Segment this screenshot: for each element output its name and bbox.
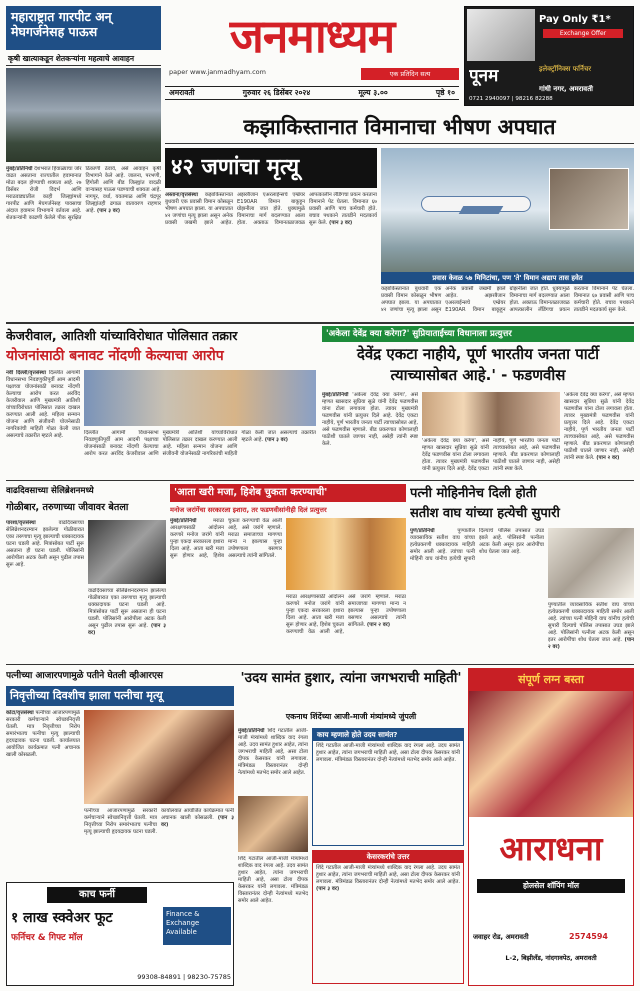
ad-offer: Pay Only ₹1*	[539, 14, 611, 25]
samant-dateline: मुंबई/प्रतिनिधी	[238, 728, 265, 734]
jarange-body	[170, 518, 282, 658]
samant-box-title: काय म्हणाले होते उदय सामंत?	[313, 729, 463, 741]
ad-brand: पूनम	[469, 66, 499, 86]
samant-story	[238, 668, 464, 986]
wagh-kicker: पत्नी मोहिनीनेच दिली होती	[410, 486, 537, 501]
wagh-body	[410, 528, 544, 658]
wife-kicker: पत्नीच्या आजारपणामुळे पतीने घेतली व्हीआरएस	[6, 671, 164, 681]
celebrity-body-right-text: वाढदिवसाच्या सेलिब्रेशनदरम्यान झालेल्या गोळीबारात एका तरुणाचा मृत्यू झाल्याची धक्कादायक घटना घडली आहे. मित्रांसोबत पार्टी सुरू असताना ही घटना घडली. पोलिसांनी आरोपीला अटक केली असून पुढील तपास सुरू आहे.	[88, 588, 166, 629]
jarange-dateline: मुंबई/प्रतिनिधी	[170, 518, 197, 524]
aradhana-photo	[469, 691, 633, 817]
epaper-url[interactable]: paper www.janmadhyam.com	[169, 68, 266, 76]
jarange-body-text: मराठा आरक्षणासाठी आंदोलन करणारे मनोज जरांगे यांनी पुन्हा एकदा सरकारला इशारा दिला आहे. आता खरी मजा सुरू होणार आहे, हिशेब चुकता करण्याची वेळ आली आहे, असे जरांगे म्हणाले. मराठा समाजाच्या मागण्या मान्य न झाल्यास पुन्हा उपोषणाला बसणार असल्याचे त्यांनी सांगितले.	[170, 518, 282, 559]
jarange-subkicker: मनोज जरांगेंचा सरकारला इशारा, तर फडणवीसांनीही दिलं प्रत्युत्तर	[170, 506, 327, 514]
celebrity-body	[6, 520, 84, 658]
fadnavis-dateline: मुंबई/प्रतिनिधी	[322, 392, 349, 398]
divider-2	[6, 480, 634, 481]
wife-continued: (पान ३ वर)	[161, 815, 234, 828]
ad-phone: 0721 2940097 | 98216 82288	[469, 96, 553, 102]
celebrity-body-text: वाढदिवसाच्या सेलिब्रेशनदरम्यान झालेल्या गोळीबारात एका तरुणाचा मृत्यू झाल्याची धक्कादायक घटना घडली आहे. मित्रांसोबत पार्टी सुरू असताना ही घटना घडली. पोलिसांनी आरोपीला अटक केली असून पुढील तपास सुरू आहे.	[6, 520, 84, 568]
jarange-story	[170, 484, 406, 660]
samant-box2-body-text: शिंदे गटातील आजी-माजी मंत्र्यांमध्ये शाब्दिक वाद रंगला आहे. उदय सामंत हुशार आहेत, त्यांना जगभराची माहिती आहे, असा टोला दीपक केसरकर यांनी लगावला. मंत्रिमंडळ विस्तारानंतर दोन्ही नेत्यांमध्ये मतभेद समोर आले आहेत.	[316, 865, 460, 885]
masthead-title[interactable]: जनमाध्यम	[229, 9, 395, 63]
wagh-body-right-text: पुण्यातील व्यावसायिक सतीश वाघ यांच्या हत्येप्रकरणी धक्कादायक माहिती समोर आली आहे. त्यांच्या पत्नी मोहिनी वाघ यांनीच हत्येची सुपारी दिल्याचे पोलिस तपासात उघड झाले आहे. पोलिसांनी पत्नीला अटक केली असून इतर आरोपींचा शोध घेतला जात आहे.	[548, 602, 634, 643]
aradhana-top: संपूर्ण लग्न बस्ता	[469, 669, 633, 691]
kejriwal-continued: (पान ३ वर)	[264, 437, 289, 443]
plane-headline[interactable]: कझाकिस्तानात विमानाचा भीषण अपघात	[165, 110, 634, 144]
weather-photo	[6, 68, 161, 162]
samant-body-lower	[238, 856, 308, 984]
samant-body	[238, 728, 308, 794]
ad-address: गांधी नगर, अमरावती	[539, 85, 593, 93]
aradhana-branch: L-2, बिझीलँड, नांदगावपेठ, अमरावती	[505, 954, 597, 962]
aradhana-address: जवाहर रोड, अमरावती	[473, 933, 529, 941]
kejriwal-dateline: नवी दिल्ली/वृत्तसंस्था	[6, 370, 46, 376]
ad-kach-furniture[interactable]	[6, 882, 234, 986]
plane-dateline: अस्ताना/वृत्तसंस्था	[165, 192, 198, 198]
kach-brand: काच फर्नी	[47, 887, 147, 903]
samant-body-text: शिंदे गटातील आजी-माजी मंत्र्यांमध्ये शाब्दिक वाद रंगला आहे. उदय सामंत हुशार आहेत, त्यांना जगभराची माहिती आहे, असा टोला दीपक केसरकर यांनी लगावला. मंत्रिमंडळ विस्तारानंतर दोन्ही नेत्यांमध्ये मतभेद समोर आले आहेत.	[238, 728, 308, 776]
plane-photo	[381, 148, 634, 272]
celebrity-continued: (पान ३ वर)	[88, 623, 166, 636]
divider-1	[6, 322, 634, 324]
samant-box2-body	[313, 863, 463, 981]
weather-body-text: देशभरात हिवाळ्याचा जोर वाढत असताना राज्यातील हवामानात मोठा बदल होण्याची शक्यता आहे. २७ डिसेंबर रोजी विदर्भ आणि मराठवाड्यातील काही जिल्ह्यांमध्ये गारपीट आणि मेघगर्जनेसह पावसाचा अंदाज हवामान विभागाने वर्तवला आहे. शेतकऱ्यांनी काढणी केलेले पीक सुरक्षित ठिकाणी ठेवावे, असे आवाहन कृषी विभागाने केले आहे. जालना, परभणी, हिंगोली आणि बीड जिल्ह्यांत वादळी वाऱ्यासह पाऊस पडण्याची शक्यता आहे. नागपूर, वर्धा, यवतमाळ आणि चंद्रपूर जिल्ह्यांतही ढगाळ वातावरण राहणार आहे.	[6, 166, 161, 221]
issue-date: गुरुवार २६ डिसेंबर २०२४	[242, 88, 311, 97]
plane-story	[165, 110, 634, 318]
ad-offer-sub: Exchange Offer	[543, 29, 623, 38]
fadnavis-photo	[422, 392, 560, 436]
kejriwal-body-lower-text: दिल्लीत आगामी विधानसभा निवडणुकीपूर्वी आम आदमी पक्षाच्या योजनांसाठी बनावट नोंदणी केल्याचा आरोप करत अरविंद केजरीवाल आणि मुख्यमंत्री आतिशी यांच्याविरोधात पोलिसात तक्रार दाखल करण्यात आली आहे. महिला सन्मान योजना आणि संजीवनी योजनेसाठी नागरिकांची माहिती गोळा केली जात असल्याचे तक्रारीत म्हटले आहे.	[84, 430, 316, 457]
kejriwal-kicker: केजरीवाल, आतिशी यांच्याविरोधात पोलिसात तक्रार	[6, 328, 238, 343]
kach-size: १ लाख स्क्वेअर फूट	[11, 910, 113, 926]
celebrity-dateline: पारशा/वृत्तसंस्था	[6, 520, 36, 526]
fadnavis-continued: (पान २ वर)	[596, 455, 620, 461]
wagh-body-text: पुण्यातील व्यावसायिक सतीश वाघ यांच्या हत्येप्रकरणी धक्कादायक माहिती समोर आली आहे. त्यांच्या पत्नी मोहिनी वाघ यांनीच हत्येची सुपारी दिल्याचे पोलिस तपासात उघड झाले आहे. पोलिसांनी पत्नीला अटक केली असून इतर आरोपींचा शोध घेतला जात आहे.	[410, 528, 544, 562]
plane-body-right-text: कझाकिस्तानात बुधवारी एक प्रवासी विमान कोसळून भीषण अपघात झाला. या अपघातात ४२ जणांचा मृत्यू झाला असून अनेक प्रवासी जखमी झाले आहेत. अझरबैजान एअरलाईन्सचे एम्ब्रेयर E190AR विमान बाकूहून ग्रोझनीला जात होते. धुक्यामुळे विमानाचा मार्ग बदलण्यात आला होता. अक्ताऊ विमानतळाजवळ आपत्कालीन लँडिंगचा प्रयत्न करताना विमानाने पेट घेतला. विमानात ६७ प्रवासी आणि पाच कर्मचारी होते. बचाव पथकाने तातडीने मदतकार्य सुरू केले.	[381, 286, 634, 313]
jarange-kicker[interactable]: 'आता खरी मजा, हिशेब चुकता करण्याची'	[170, 484, 406, 502]
plane-caption: प्रवास केवळ ५७ मिनिटांचा, पण 'ते' विमान अद्याप तास हवेत	[381, 272, 634, 284]
samant-headline[interactable]: 'उदय सामंत हुशार, त्यांना जगभराची माहिती'	[240, 670, 462, 686]
kach-sub: फर्निचर & गिफ्ट मॉल	[11, 933, 83, 943]
wife-body-right-text: पत्नीच्या आजारपणामुळे सरकारी कर्मचाऱ्याने स्वेच्छानिवृत्ती घेतली. मात्र निवृत्तीच्या निरोप समारंभातच पत्नीचा मृत्यू झाल्याची हृदयद्रावक घटना घडली. कार्यालयात आयोजित कार्यक्रमात पत्नी अचानक खाली कोसळली.	[84, 808, 234, 835]
aradhana-sub: होलसेल शॉपिंग मॉल	[477, 879, 625, 893]
ad-appliance-photo	[467, 9, 535, 61]
edition-city: अमरावती	[169, 88, 195, 97]
samant-box-body	[313, 741, 463, 845]
jarange-continued: (पान २ वर)	[366, 622, 391, 628]
fadnavis-story	[322, 326, 634, 476]
dateline-bar	[165, 86, 459, 100]
weather-dateline: मुंबई/प्रतिनिधी	[6, 166, 33, 172]
kejriwal-story	[6, 326, 316, 476]
fadnavis-body-right-text: 'अकेला देवेंद्र क्या करेगा', असे म्हणत खासदार सुप्रिया सुळे यांनी देवेंद्र फडणवीस यांना टोला लगावला होता. त्यावर मुख्यमंत्री फडणवीस यांनी प्रत्युत्तर दिले आहे. देवेंद्र एकटा नाहीये, पूर्ण भारतीय जनता पार्टी त्याच्यासोबत आहे, असे फडणवीस म्हणाले. बीड प्रकरणात कोणालाही पाठीशी घातले जाणार नाही, असेही त्यांनी स्पष्ट केले.	[564, 392, 634, 461]
jarange-body-right	[286, 594, 406, 658]
wagh-photo	[548, 528, 634, 598]
plane-continued: (पान ३ वर)	[329, 220, 353, 226]
wagh-body-right	[548, 602, 634, 658]
samant-continued: (पान ३ वर)	[316, 886, 340, 892]
samant-box2-title: केसरकरांचे उत्तर	[313, 851, 463, 863]
fadnavis-body-right	[564, 392, 634, 474]
samant-body-lower-text: शिंदे गटातील आजी-माजी मंत्र्यांमध्ये शाब्दिक वाद रंगला आहे. उदय सामंत हुशार आहेत, त्यांना जगभराची माहिती आहे, असा टोला दीपक केसरकर यांनी लगावला. मंत्रिमंडळ विस्तारानंतर दोन्ही नेत्यांमध्ये मतभेद समोर आले आहेत.	[238, 856, 308, 904]
wagh-dateline: पुणे/प्रतिनिधी	[410, 528, 435, 534]
masthead-tagline: एक प्रतिदिन सत्य	[361, 68, 459, 80]
wife-photo	[84, 710, 234, 804]
weather-body	[6, 166, 161, 316]
kejriwal-body	[6, 370, 80, 474]
wreck-inset	[549, 168, 629, 230]
ad-brand-sub: इलेक्ट्रॉनिक्स फर्निचर	[539, 65, 592, 73]
celebrity-headline[interactable]: गोळीबार, तरुणाच्या जीवावर बेतला	[6, 502, 129, 513]
issue-price: मूल्य ३.००	[358, 88, 388, 97]
kach-phone: 99308-84891 | 98230-75785	[137, 973, 231, 981]
aradhana-brand: आराधना	[499, 829, 603, 868]
fadnavis-kicker: 'अकेला देवेंद्र क्या करेगा?' सुप्रियाताईंच्या विधानाला प्रत्युत्तर	[322, 326, 634, 342]
wagh-headline[interactable]: सतीश वाघ यांच्या हत्येची सुपारी	[410, 506, 560, 521]
fadnavis-body-mid-text: 'अकेला देवेंद्र क्या करेगा', असे म्हणत खासदार सुप्रिया सुळे यांनी देवेंद्र फडणवीस यांना टोला लगावला होता. त्यावर मुख्यमंत्री फडणवीस यांनी प्रत्युत्तर दिले आहे. देवेंद्र एकटा नाहीये, पूर्ण भारतीय जनता पार्टी त्याच्यासोबत आहे, असे फडणवीस म्हणाले. बीड प्रकरणात कोणालाही पाठीशी घातले जाणार नाही, असेही त्यांनी स्पष्ट केले.	[422, 438, 560, 472]
plane-body-text: कझाकिस्तानात बुधवारी एक प्रवासी विमान कोसळून भीषण अपघात झाला. या अपघातात ४२ जणांचा मृत्यू झाला असून अनेक प्रवासी जखमी झाले आहेत. अझरबैजान एअरलाईन्सचे एम्ब्रेयर E190AR विमान बाकूहून ग्रोझनीला जात होते. धुक्यामुळे विमानाचा मार्ग बदलण्यात आला होता. अक्ताऊ विमानतळाजवळ आपत्कालीन लँडिंगचा प्रयत्न करताना विमानाने पेट घेतला. विमानात ६७ प्रवासी आणि पाच कर्मचारी होते. बचाव पथकाने तातडीने मदतकार्य सुरू केले.	[165, 192, 377, 226]
wagh-story	[410, 484, 634, 660]
jarange-photo	[286, 518, 406, 590]
fadnavis-body-mid	[422, 438, 560, 474]
fadnavis-body-text: 'अकेला देवेंद्र क्या करेगा', असे म्हणत खासदार सुप्रिया सुळे यांनी देवेंद्र फडणवीस यांना टोला लगावला होता. त्यावर मुख्यमंत्री फडणवीस यांनी प्रत्युत्तर दिले आहे. देवेंद्र एकटा नाहीये, पूर्ण भारतीय जनता पार्टी त्याच्यासोबत आहे, असे फडणवीस म्हणाले. बीड प्रकरणात कोणालाही पाठीशी घातले जाणार नाही, असेही त्यांनी स्पष्ट केले.	[322, 392, 418, 447]
kejriwal-headline[interactable]: योजनांसाठी बनावट नोंदणी केल्याचा आरोप	[6, 348, 224, 364]
fadnavis-headline[interactable]: देवेंद्र एकटा नाहीये, पूर्ण भारतीय जनता पार्टी त्याच्यासोबत आहे.' - फडणवीस	[356, 345, 600, 384]
aradhana-phone: 2574594	[569, 932, 608, 941]
kejriwal-body-text: दिल्लीत आगामी विधानसभा निवडणुकीपूर्वी आम आदमी पक्षाच्या योजनांसाठी बनावट नोंदणी केल्याचा आरोप करत अरविंद केजरीवाल आणि मुख्यमंत्री आतिशी यांच्याविरोधात पोलिसात तक्रार दाखल करण्यात आली आहे. महिला सन्मान योजना आणि संजीवनी योजनेसाठी नागरिकांची माहिती गोळा केली जात असल्याचे तक्रारीत म्हटले आहे.	[6, 370, 80, 439]
masthead	[165, 6, 459, 106]
samant-box	[312, 728, 464, 846]
plane-subhead: ४२ जणांचा मृत्यू	[165, 148, 377, 188]
ad-aradhana[interactable]	[468, 668, 634, 986]
celebrity-story	[6, 484, 166, 660]
wife-headline[interactable]: निवृत्तीच्या दिवशीच झाला पत्नीचा मृत्यू	[6, 686, 234, 706]
weather-story	[6, 6, 161, 318]
wife-body	[6, 710, 80, 876]
celebrity-photo	[88, 520, 166, 584]
kejriwal-photo	[84, 370, 316, 426]
ad-poonam[interactable]	[464, 6, 634, 106]
wagh-continued: (पान २ वर)	[548, 637, 634, 650]
weather-subhead: कृषी खात्याकडून शेतकऱ्यांना महत्वाचे आवाहन	[6, 52, 161, 66]
celebrity-kicker: वाढदिवसाच्या सेलिब्रेशनमध्ये	[6, 486, 94, 496]
jarange-body-right-text: मराठा आरक्षणासाठी आंदोलन करणारे मनोज जरांगे यांनी पुन्हा एकदा सरकारला इशारा दिला आहे. आता खरी मजा सुरू होणार आहे, हिशेब चुकता करण्याची वेळ आली आहे, असे जरांगे म्हणाले. मराठा समाजाच्या मागण्या मान्य न झाल्यास पुन्हा उपोषणाला बसणार असल्याचे त्यांनी सांगितले.	[286, 594, 406, 635]
wife-body-text: पत्नीच्या आजारपणामुळे सरकारी कर्मचाऱ्याने स्वेच्छानिवृत्ती घेतली. मात्र निवृत्तीच्या निरोप समारंभातच पत्नीचा मृत्यू झाल्याची हृदयद्रावक घटना घडली. कार्यालयात आयोजित कार्यक्रमात पत्नी अचानक खाली कोसळली.	[6, 710, 80, 758]
divider-3	[6, 664, 634, 665]
kejriwal-body-lower	[84, 430, 316, 474]
fadnavis-body	[322, 392, 418, 474]
plane-wing	[459, 206, 504, 214]
wife-dateline: कोटा/वृत्तसंस्था	[6, 710, 34, 716]
samant-photo	[238, 796, 308, 852]
weather-continued: (पान ३ वर)	[96, 208, 121, 214]
page-count: पृष्ठे १०	[435, 88, 455, 97]
samant-box-body-text: शिंदे गटातील आजी-माजी मंत्र्यांमध्ये शाब्दिक वाद रंगला आहे. उदय सामंत हुशार आहेत, त्यांना जगभराची माहिती आहे, असा टोला दीपक केसरकर यांनी लगावला. मंत्रिमंडळ विस्तारानंतर दोन्ही नेत्यांमध्ये मतभेद समोर आले आहेत.	[316, 743, 460, 763]
samant-box-2	[312, 850, 464, 984]
kach-badge: Finance & Exchange Available	[163, 907, 231, 945]
wife-story	[6, 668, 234, 878]
plane-body-right	[381, 286, 634, 318]
weather-headline: महाराष्ट्रात गारपीट अन् मेघगर्जनेसह पाऊस	[6, 6, 161, 50]
samant-subhead: एकनाथ शिंदेंच्या आजी-माजी मंत्र्यांमध्ये जुंपली	[285, 712, 417, 721]
wife-body-right	[84, 808, 234, 876]
celebrity-body-right	[88, 588, 166, 658]
plane-body	[165, 192, 377, 316]
